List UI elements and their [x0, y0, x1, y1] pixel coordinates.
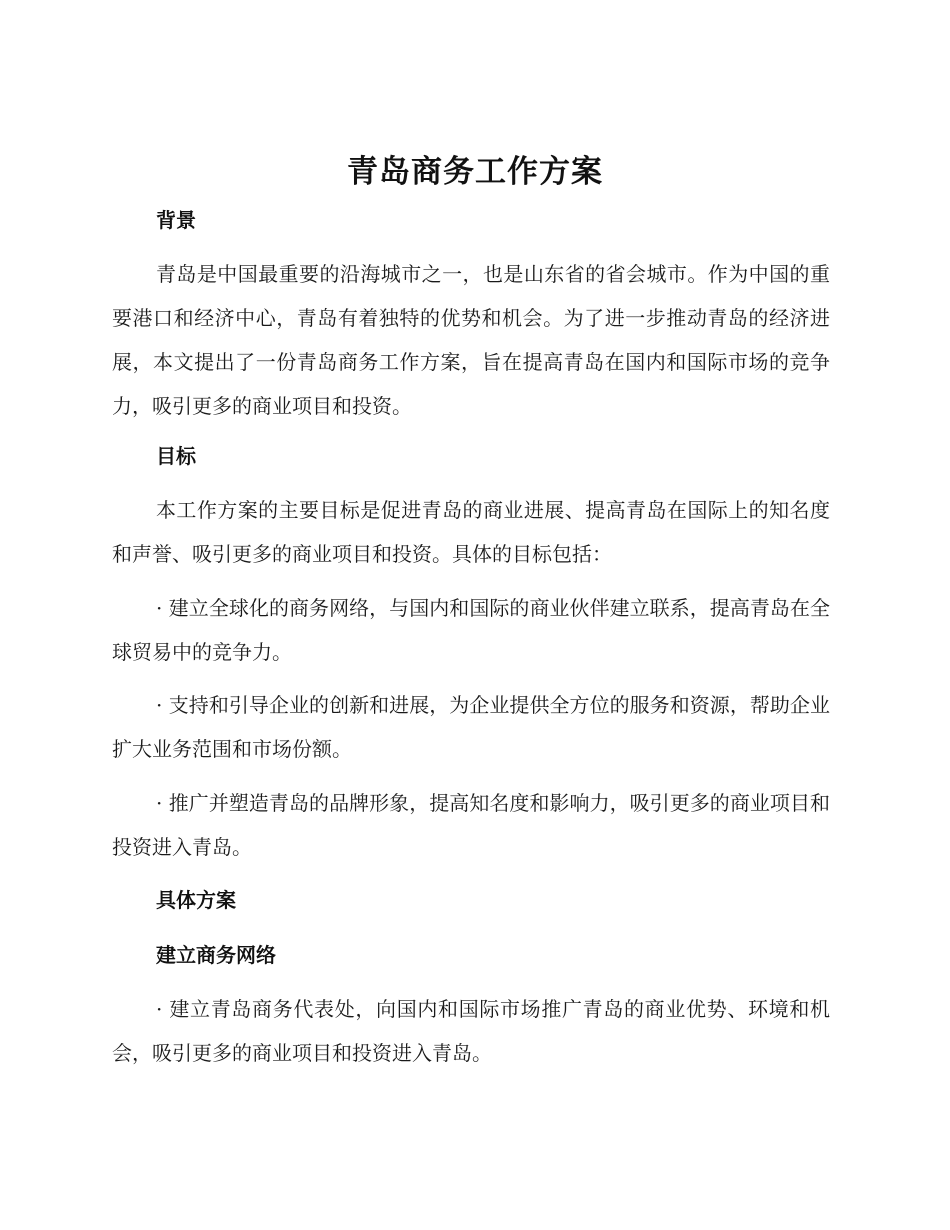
heading-background: 背景 — [156, 208, 196, 232]
paragraph-goals-intro: 本工作方案的主要目标是促进青岛的商业进展、提高青岛在国际上的知名度和声誉、吸引更多的商业项目和投资。具体的目标包括： — [112, 498, 830, 566]
section-heading-goals — [112, 441, 830, 471]
section-heading-background — [112, 205, 830, 235]
heading-plan: 具体方案 — [156, 888, 236, 912]
plan-bullet-1-block — [112, 987, 830, 1075]
goal-bullet-3: · 推广并塑造青岛的品牌形象，提高知名度和影响力，吸引更多的商业项目和投资进入青岛。 — [112, 791, 830, 859]
section-subheading-network — [112, 940, 830, 970]
paragraph-background-block — [112, 252, 830, 428]
section-heading-plan — [112, 885, 830, 915]
goal-bullet-2-block — [112, 683, 830, 771]
goal-bullet-3-block — [112, 781, 830, 869]
heading-goals: 目标 — [156, 444, 196, 468]
subheading-business-network: 建立商务网络 — [156, 943, 276, 967]
document-title: 青岛商务工作方案 — [347, 154, 603, 190]
paragraph-goals-intro-block — [112, 488, 830, 576]
goal-bullet-1-block — [112, 586, 830, 674]
paragraph-background: 青岛是中国最重要的沿海城市之一，也是山东省的省会城市。作为中国的重要港口和经济中心，青岛有着独特的优势和机会。为了进一步推动青岛的经济进展，本文提出了一份青岛商务工作方案，旨在提高青岛在国内和国际市场的竞争力，吸引更多的商业项目和投资。 — [112, 262, 830, 418]
goal-bullet-2: · 支持和引导企业的创新和进展，为企业提供全方位的服务和资源，帮助企业扩大业务范围和市场份额。 — [112, 693, 830, 761]
goal-bullet-1: · 建立全球化的商务网络，与国内和国际的商业伙伴建立联系，提高青岛在全球贸易中的竞争力。 — [112, 596, 830, 664]
plan-bullet-1: · 建立青岛商务代表处，向国内和国际市场推广青岛的商业优势、环境和机会，吸引更多的商业项目和投资进入青岛。 — [112, 997, 830, 1065]
